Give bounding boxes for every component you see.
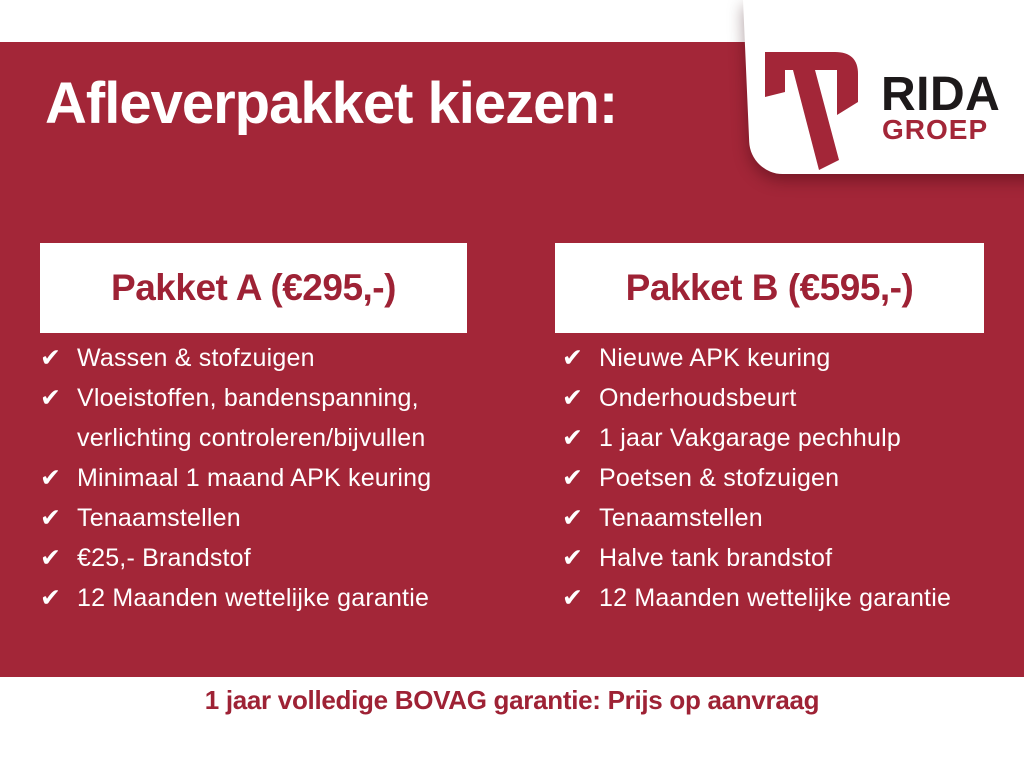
check-icon: ✔ — [562, 463, 583, 492]
feature-line — [562, 338, 951, 378]
feature-text: 12 Maanden wettelijke garantie — [599, 583, 952, 612]
footer-note: 1 jaar volledige BOVAG garantie: Prijs op aanvraag — [204, 685, 820, 715]
logo-text-groep: GROEP — [882, 114, 989, 145]
feature-line-wrap — [40, 418, 431, 458]
check-icon: ✔ — [40, 583, 61, 612]
logo-content — [743, 0, 1024, 174]
feature-text: Nieuwe APK keuring — [599, 343, 831, 372]
feature-line — [40, 578, 431, 618]
feature-text: verlichting controleren/bijvullen — [77, 423, 426, 452]
check-icon: ✔ — [40, 503, 61, 532]
feature-text: Halve tank brandstof — [599, 543, 833, 572]
feature-text: 1 jaar Vakgarage pechhulp — [599, 423, 901, 452]
feature-text: Poetsen & stofzuigen — [599, 463, 840, 492]
feature-line — [562, 418, 951, 458]
package-b-title-box — [555, 243, 984, 333]
check-icon: ✔ — [40, 343, 61, 372]
package-b-feature-list — [562, 338, 951, 618]
check-icon: ✔ — [562, 343, 583, 372]
check-icon: ✔ — [562, 503, 583, 532]
check-icon: ✔ — [40, 383, 61, 412]
check-icon: ✔ — [562, 583, 583, 612]
check-icon: ✔ — [562, 383, 583, 412]
feature-text: Tenaamstellen — [599, 503, 763, 532]
check-icon: ✔ — [40, 543, 61, 572]
page-title: Afleverpakket kiezen: — [45, 71, 618, 136]
feature-line — [40, 538, 431, 578]
feature-line — [40, 498, 431, 538]
package-a-title: Pakket A (€295,-) — [111, 267, 396, 308]
feature-text: Onderhoudsbeurt — [599, 383, 797, 412]
check-icon: ✔ — [40, 463, 61, 492]
feature-line — [40, 338, 431, 378]
package-a-feature-list — [40, 338, 431, 618]
feature-text: 12 Maanden wettelijke garantie — [77, 583, 430, 612]
check-icon: ✔ — [562, 423, 583, 452]
check-icon: ✔ — [562, 543, 583, 572]
feature-line — [562, 538, 951, 578]
feature-text: €25,- Brandstof — [77, 543, 251, 572]
feature-text: Wassen & stofzuigen — [77, 343, 315, 372]
package-b-title: Pakket B (€595,-) — [625, 267, 914, 308]
feature-text: Minimaal 1 maand APK keuring — [77, 463, 432, 492]
logo-text-rida: RIDA — [881, 68, 1001, 121]
rida-r-icon — [765, 52, 858, 170]
feature-line — [40, 378, 431, 418]
feature-line — [562, 578, 951, 618]
feature-line — [40, 458, 431, 498]
feature-line — [562, 458, 951, 498]
feature-line — [562, 378, 951, 418]
feature-text: Tenaamstellen — [77, 503, 241, 532]
package-a-title-box — [40, 243, 467, 333]
feature-text: Vloeistoffen, bandenspanning, — [77, 383, 419, 412]
feature-line — [562, 498, 951, 538]
rida-groep-logo-panel — [743, 0, 1024, 174]
